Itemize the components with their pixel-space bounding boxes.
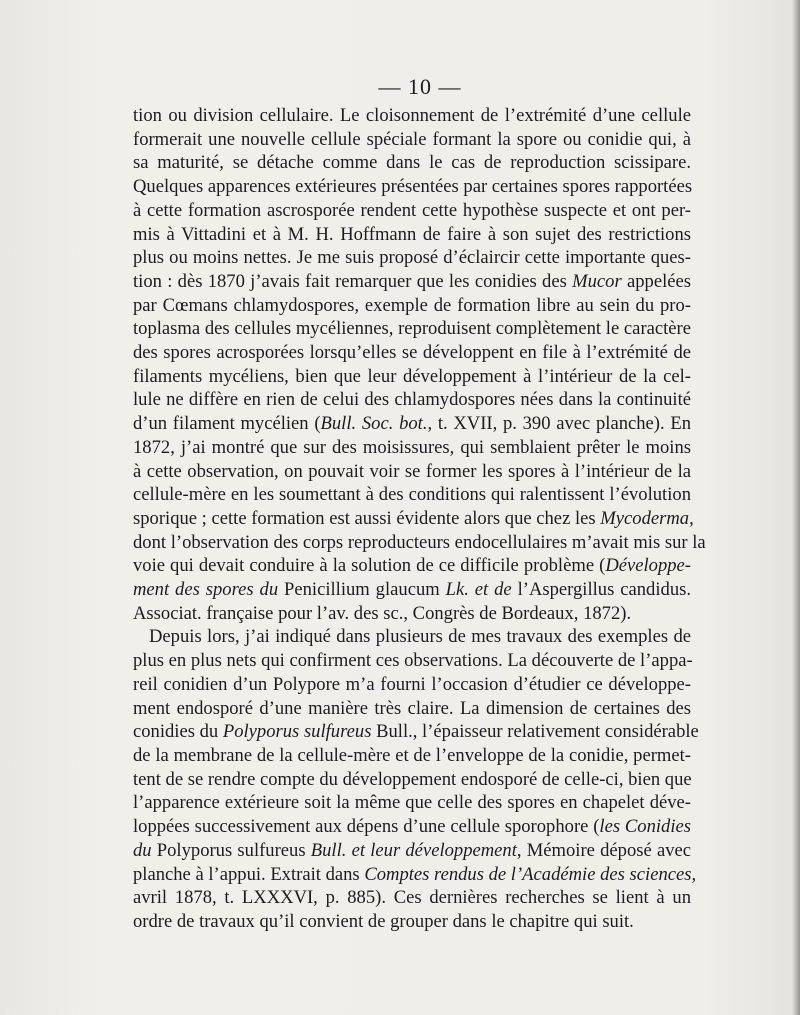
text-line (133, 886, 691, 910)
text-segment: 1872, j’ai montré que sur des moisissures, qui semblaient prêter le moins (133, 436, 691, 458)
text-segment: par Cœmans chlamydospores, exemple de formation libre au sein du pro- (133, 294, 691, 316)
text-line (133, 507, 694, 531)
text-segment: mis à Vittadini et à M. H. Hoffmann de faire à son sujet des restrictions (133, 223, 691, 245)
italic-segment: Développe- (605, 555, 691, 577)
text-segment: reil conidien d’un Polypore m’a fourni l’occasion d’étudier ce développe- (133, 673, 691, 695)
text-segment: tion : dès 1870 j’avais fait remarquer que les conidies des (133, 270, 573, 292)
text-segment: appelées (621, 270, 691, 292)
text-line (133, 128, 691, 152)
text-line (133, 460, 691, 484)
text-segment: l’apparence extérieure soit la même que celle des spores en chapelet déve- (133, 792, 691, 814)
text-line (133, 412, 691, 436)
text-line (133, 175, 691, 199)
text-segment: ment endosporé d’une manière très claire. La dimension de certaines des (133, 697, 691, 719)
italic-segment: Bull. et leur développement (310, 839, 517, 861)
text-line (133, 531, 706, 555)
text-segment: ordre de travaux qu’il convient de grouper dans le chapitre qui suit. (133, 910, 634, 932)
text-line (133, 910, 691, 934)
italic-segment: Comptes rendus de l’Académie des sciences, (364, 863, 697, 885)
italic-segment: Polyporus sulfureus (222, 721, 372, 743)
text-segment: Polyporus sulfureus (151, 839, 311, 861)
text-segment: loppées successivement aux dépens d’une cellule sporophore ( (133, 816, 600, 838)
text-line (133, 673, 691, 697)
page-number: — 10 — (378, 74, 462, 99)
italic-segment: ment des spores du (133, 579, 279, 601)
text-segment: plus en plus nets qui confirment ces observations. La découverte de l’appa- (133, 650, 693, 672)
text-segment: conidies du (133, 721, 223, 743)
text-line (133, 317, 691, 341)
text-line (133, 151, 691, 175)
text-segment: Quelques apparences extérieures présentées par certaines spores rapportées (133, 176, 693, 198)
text-segment: de la membrane de la cellule-mère et de l’enveloppe de la conidie, permet- (133, 744, 691, 766)
text-line (133, 341, 691, 365)
text-segment: voie qui devait conduire à la solution de ce difficile problème ( (133, 555, 606, 577)
text-segment: planche à l’appui. Extrait dans (133, 863, 365, 885)
text-segment: Associat. française pour l’av. des sc., Congrès de Bordeaux, 1872). (133, 602, 632, 624)
text-segment: lule ne diffère en rien de celui des chlamydospores nées dans la continuité (133, 389, 691, 411)
page-edge-shadow (792, 0, 800, 1015)
text-line (133, 697, 691, 721)
italic-segment: Mycoderma, (600, 507, 694, 529)
italic-segment: Mucor (572, 270, 622, 292)
text-segment: sa maturité, se détache comme dans le cas de reproduction scissipare. (133, 152, 691, 174)
text-line (133, 554, 691, 578)
text-line (133, 365, 691, 389)
text-segment: filaments mycéliens, bien que leur développement à l’intérieur de la cel- (133, 365, 691, 387)
text-line (133, 791, 691, 815)
text-segment: plus ou moins nettes. Je me suis proposé d’éclaircir cette importante ques- (133, 247, 691, 269)
text-segment: avril 1878, t. LXXXVI, p. 885). Ces dernières recherches se lient à un (133, 887, 691, 909)
text-segment: l’Aspergillus candidus. (511, 579, 691, 601)
text-line (133, 270, 691, 294)
text-line (133, 863, 697, 887)
italic-segment: Lk. et de (445, 579, 512, 601)
paragraph-1 (133, 104, 706, 625)
italic-segment: les Conidies (599, 816, 691, 838)
text-line (133, 815, 691, 839)
text-line (133, 436, 691, 460)
text-segment: tion ou division cellulaire. Le cloisonnement de l’extrémité d’une cellule (133, 105, 691, 126)
text-line (133, 839, 691, 863)
text-line (133, 246, 691, 270)
text-segment: cellule-mère en les soumettant à des conditions qui ralentissent l’évolution (133, 484, 691, 506)
text-segment: Depuis lors, j’ai indiqué dans plusieurs de mes travaux des exemples de (149, 626, 691, 648)
text-segment: des spores acrosporées lorsqu’elles se développent en file à l’extrémité de (133, 342, 691, 364)
text-segment: , Mémoire déposé avec (516, 839, 691, 861)
text-line (133, 720, 699, 744)
text-line (133, 578, 691, 602)
text-line (133, 104, 691, 128)
text-segment: à cette formation ascrosporée rendent cette hypothèse suspecte et ont per- (133, 199, 691, 221)
text-segment: dont l’observation des corps reproducteurs endocellulaires m’avait mis sur la (133, 531, 706, 553)
italic-segment: du (133, 839, 152, 861)
text-line (133, 199, 691, 223)
text-segment: à cette observation, on pouvait voir se former les spores à l’intérieur de la (133, 460, 691, 482)
paragraph-2 (133, 625, 699, 933)
text-line (133, 602, 691, 626)
text-line (133, 649, 691, 673)
text-segment: sporique ; cette formation est aussi évidente alors que chez les (133, 507, 601, 529)
text-segment: d’un filament mycélien ( (133, 413, 321, 435)
text-line (133, 625, 691, 649)
text-segment: , t. XVII, p. 390 avec planche). En (427, 413, 692, 435)
italic-segment: Bull. Soc. bot. (320, 413, 428, 435)
text-line (133, 768, 691, 792)
text-line (133, 294, 691, 318)
text-line (133, 744, 691, 768)
text-segment: tent de se rendre compte du développement endosporé de celle-ci, bien que (133, 768, 692, 790)
body-text (133, 104, 706, 934)
text-segment: toplasma des cellules mycéliennes, reproduisent complètement le caractère (133, 318, 691, 340)
text-line (133, 483, 691, 507)
text-line (133, 223, 691, 247)
text-segment: Penicillium glaucum (278, 579, 446, 601)
text-line (133, 388, 691, 412)
text-segment: formerait une nouvelle cellule spéciale formant la spore ou conidie qui, à (133, 128, 691, 150)
text-segment: Bull., l’épaisseur relativement considérable (371, 721, 699, 743)
